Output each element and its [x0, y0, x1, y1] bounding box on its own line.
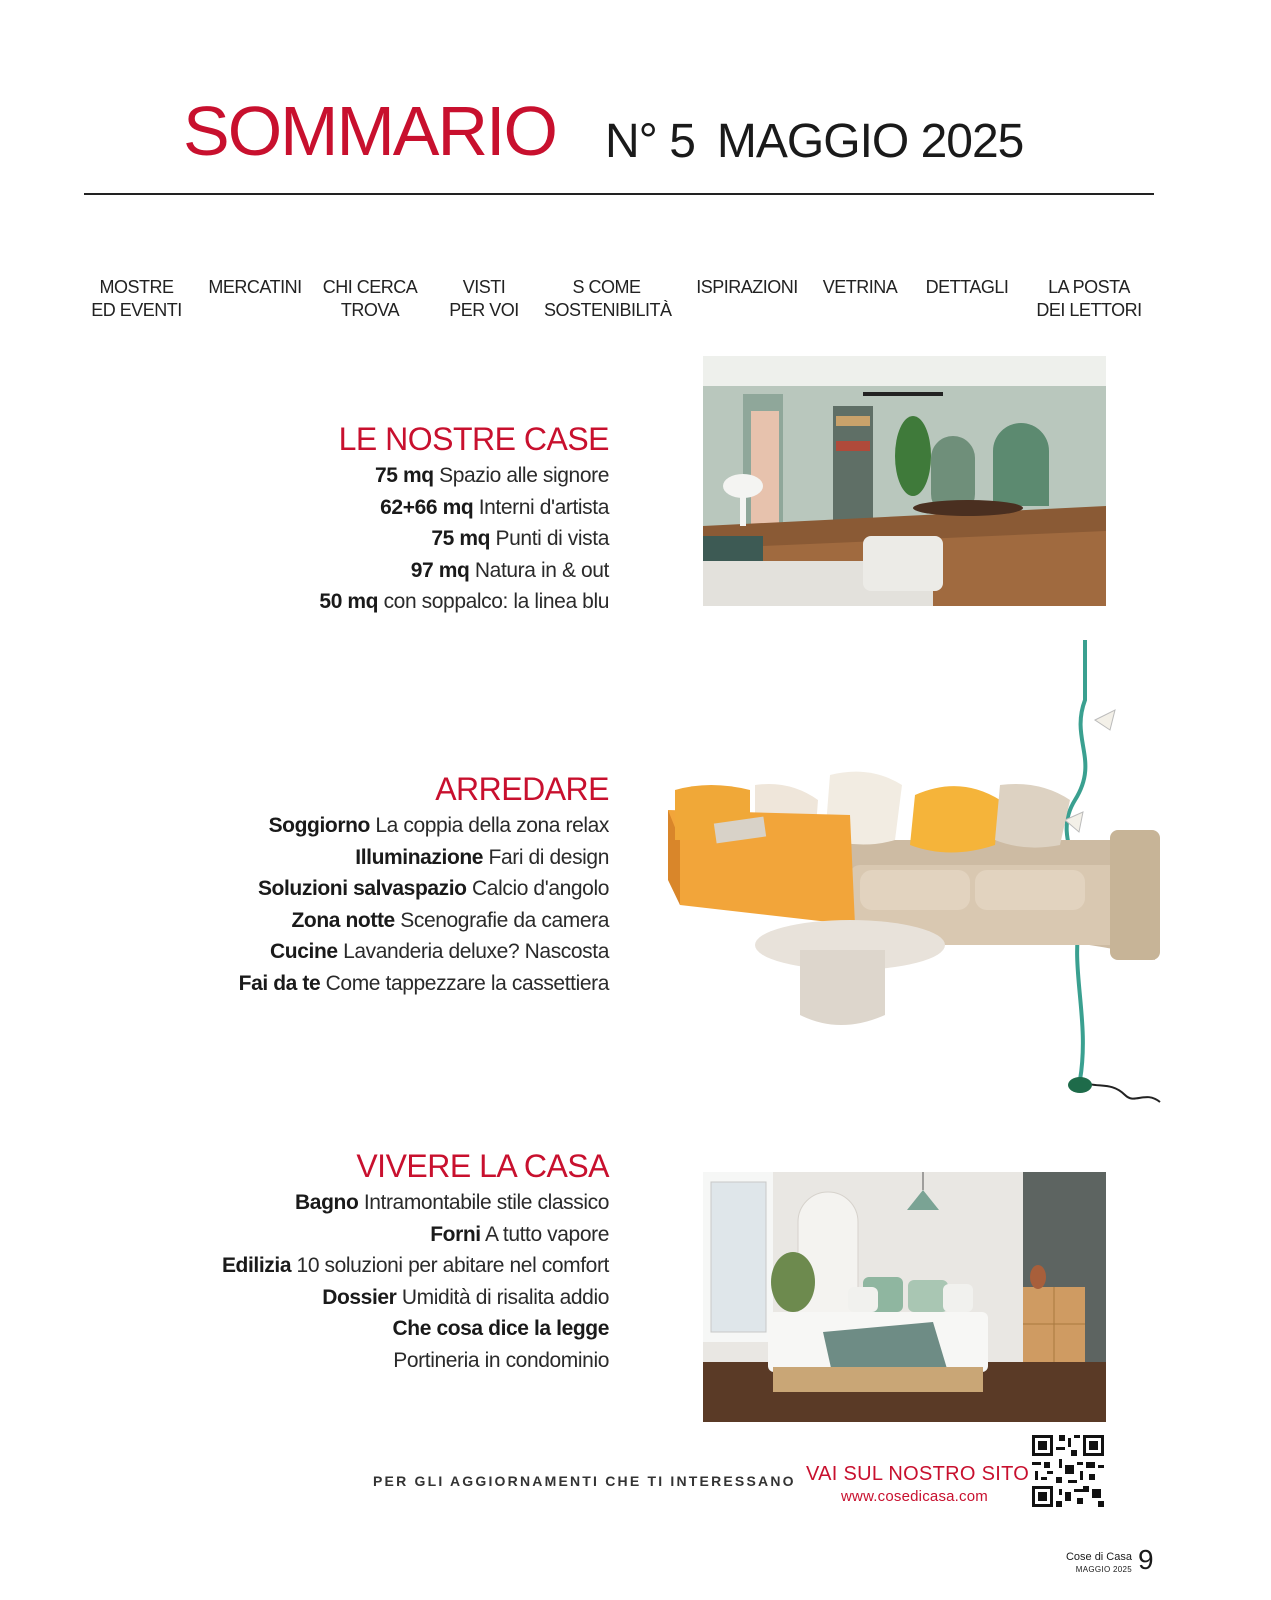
toc-entry[interactable]: 75 mq Punti di vista: [431, 527, 609, 551]
toc-entry[interactable]: Portineria in condominio: [393, 1348, 609, 1372]
header-divider: [84, 193, 1154, 195]
toc-entry[interactable]: Fai da te Come tappezzare la cassettiera: [238, 971, 609, 995]
section-title: VIVERE LA CASA: [356, 1148, 609, 1184]
living-room-photo: [703, 356, 1106, 606]
toc-entry[interactable]: 50 mq con soppalco: la linea blu: [319, 590, 609, 614]
toc-entry[interactable]: 75 mq Spazio alle signore: [375, 464, 609, 487]
bedroom-photo: [703, 1172, 1106, 1422]
toc-entry[interactable]: Zona notte Scenografie da camera: [291, 908, 609, 932]
sofa-photo: [640, 640, 1180, 1140]
section-vivere-la-casa: [222, 1147, 609, 1377]
toc-entry[interactable]: Illuminazione Fari di design: [355, 845, 609, 869]
rubric-ispirazioni[interactable]: ISPIRAZIONI: [696, 277, 798, 297]
issue-date: MAGGIO 2025: [716, 115, 1024, 168]
toc-entry[interactable]: Soluzioni salvaspazio Calcio d'angolo: [257, 877, 609, 901]
rubric-dettagli[interactable]: DETTAGLI: [925, 277, 1009, 297]
toc-entry[interactable]: Forni A tutto vapore: [430, 1222, 609, 1246]
rubrics-nav: [84, 276, 1154, 324]
page-title: SOMMARIO: [183, 92, 556, 170]
issue-info: [605, 115, 1045, 168]
toc-entry[interactable]: Soggiorno La coppia della zona relax: [268, 814, 609, 837]
site-url[interactable]: www.cosedicasa.com: [841, 1488, 988, 1505]
section-arredare: [239, 770, 609, 1000]
issue-number: N° 5: [605, 115, 695, 168]
rubric-visti-per-voi[interactable]: VISTI PER VOI: [449, 277, 519, 320]
rubric-la-posta-dei-lettori[interactable]: LA POSTA DEI LETTORI: [1036, 277, 1142, 320]
toc-entry[interactable]: Cucine Lavanderia deluxe? Nascosta: [270, 940, 609, 964]
section-title: LE NOSTRE CASE: [338, 421, 609, 457]
toc-entry[interactable]: 62+66 mq Interni d'artista: [380, 495, 609, 519]
toc-entry[interactable]: Dossier Umidità di risalita addio: [322, 1285, 609, 1309]
page-number: 9: [1138, 1544, 1154, 1575]
folio-brand: Cose di Casa: [1065, 1551, 1132, 1563]
promo-text: PER GLI AGGIORNAMENTI CHE TI INTERESSANO: [373, 1473, 796, 1489]
folio-date: MAGGIO 2025: [1075, 1565, 1132, 1574]
qr-code-icon[interactable]: [1029, 1432, 1107, 1510]
rubric-chi-cerca-trova[interactable]: CHI CERCA TROVA: [322, 277, 418, 320]
toc-entry[interactable]: Bagno Intramontabile stile classico: [295, 1191, 609, 1214]
section-le-nostre-case: [319, 420, 609, 618]
toc-entry[interactable]: Edilizia 10 soluzioni per abitare nel comfort: [221, 1254, 609, 1278]
rubric-s-come-sostenibilita[interactable]: S COME SOSTENIBILITÀ: [544, 277, 672, 320]
toc-entry[interactable]: 97 mq Natura in & out: [410, 558, 609, 582]
rubric-mercatini[interactable]: MERCATINI: [208, 277, 302, 297]
toc-entry[interactable]: Che cosa dice la legge: [392, 1317, 609, 1341]
rubric-mostre-ed-eventi[interactable]: MOSTRE ED EVENTI: [91, 277, 182, 320]
section-title: ARREDARE: [435, 771, 609, 807]
site-link[interactable]: VAI SUL NOSTRO SITO: [806, 1463, 1030, 1485]
rubric-vetrina[interactable]: VETRINA: [822, 277, 898, 297]
